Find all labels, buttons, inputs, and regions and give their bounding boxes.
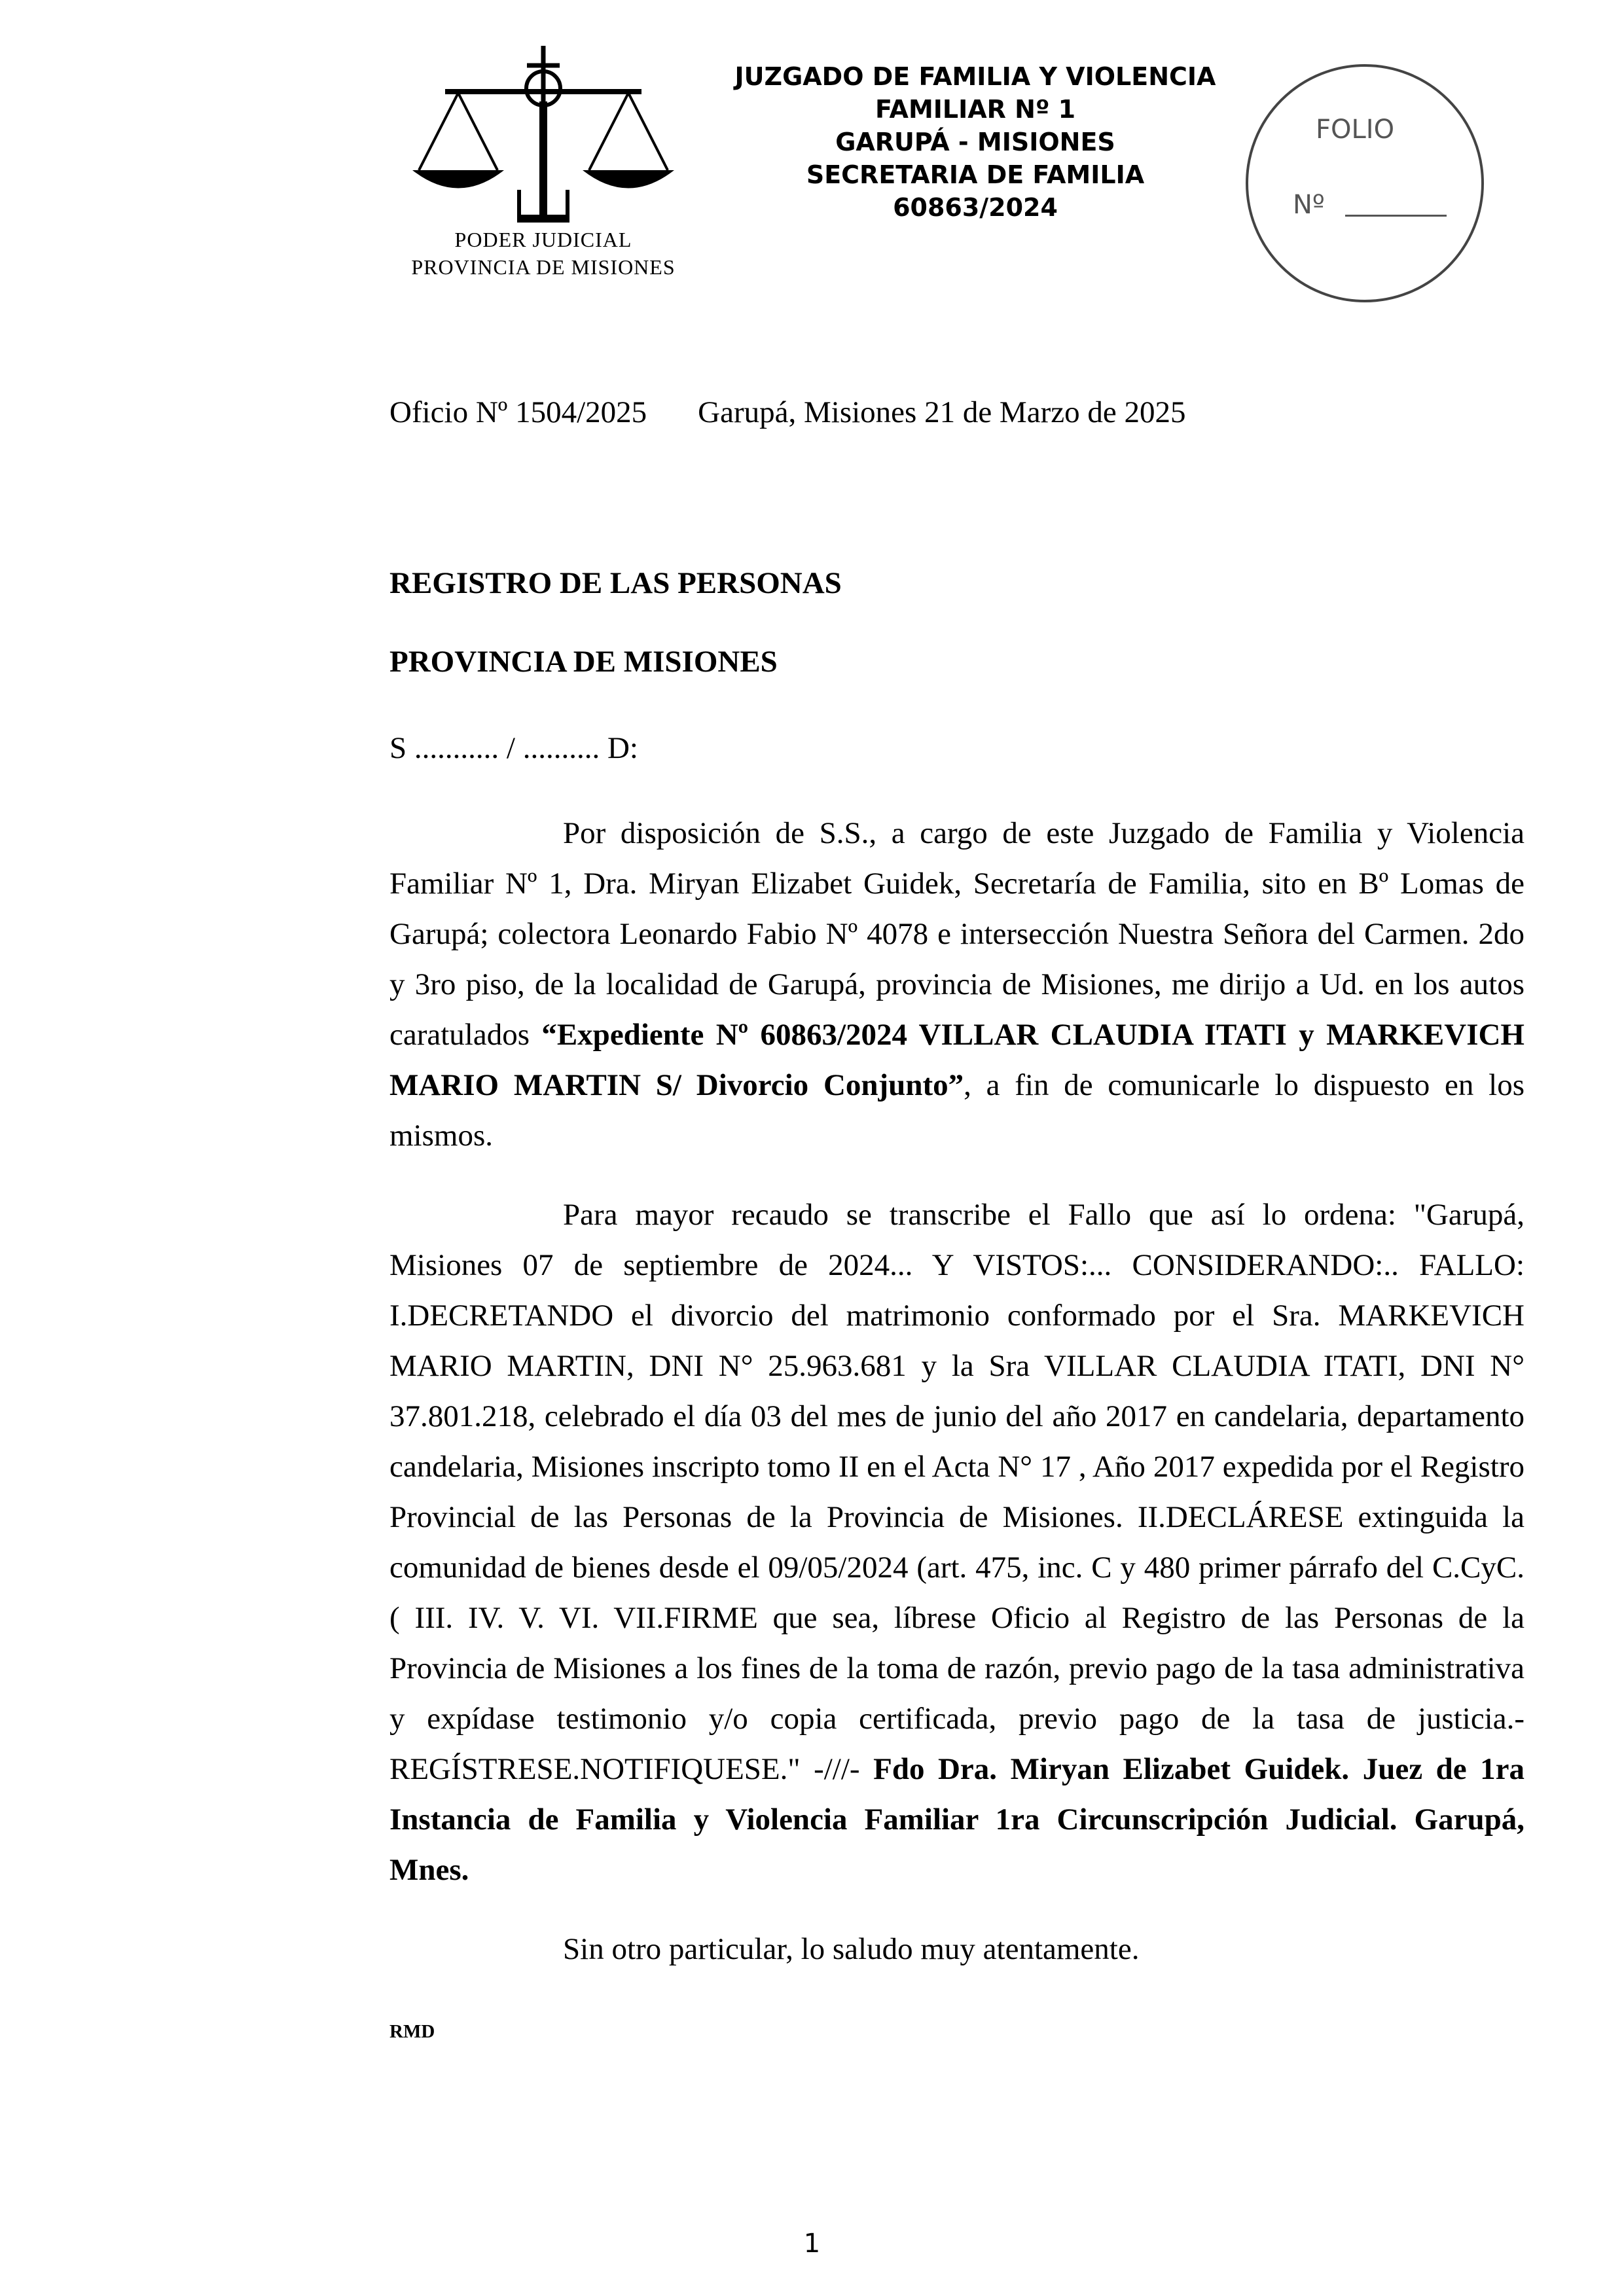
court-header-line: JUZGADO DE FAMILIA Y VIOLENCIA — [734, 62, 1216, 91]
folio-number-label: Nº — [1293, 190, 1325, 220]
para1-text-a: Por disposición de S.S., a cargo de este Juzgado de Familia y Violencia Familiar Nº 1, Dra. Miryan Elizabet Guidek, Secretaría de Familia, sito en Bº Lomas de Garupá; colectora Leonardo Fabio Nº 4078 e intersección Nuestra Señora del Carmen. 2do y 3ro piso, de la localidad de Garupá, provincia de Misiones, me dirijo a Ud. en los autos caratulados — [389, 816, 1525, 1052]
folio-number-blank — [1345, 215, 1447, 217]
oficio-number: Oficio Nº 1504/2025 — [389, 395, 647, 429]
body-paragraph-1 — [389, 808, 1525, 1161]
closing-line: Sin otro particular, lo saludo muy atentamente. — [563, 1932, 1140, 1966]
folio-label: FOLIO — [1316, 115, 1395, 145]
oficio-line — [389, 387, 1185, 437]
logo-caption — [393, 226, 694, 281]
logo-caption-line2: PROVINCIA DE MISIONES — [411, 255, 676, 279]
page-number: 1 — [803, 2229, 821, 2259]
judge-signature: Fdo Dra. Miryan Elizabet Guidek. Juez de 1ra Instancia de Familia y Violencia Familiar 1ra Circunscripción Judicial. Garupá, Mnes. — [389, 1752, 1525, 1887]
logo-caption-line1: PODER JUDICIAL — [454, 228, 632, 251]
folio-stamp-circle — [1244, 62, 1486, 304]
recipient-line-1: REGISTRO DE LAS PERSONAS — [389, 566, 842, 600]
case-caption: “Expediente Nº 60863/2024 VILLAR CLAUDIA ITATI y MARKEVICH MARIO MARTIN S/ Divorcio Conjunto” — [389, 1018, 1525, 1102]
body-paragraph-2 — [389, 1190, 1525, 1895]
initials: RMD — [389, 2021, 435, 2042]
salutation: S ........... / .......... D: — [389, 731, 638, 765]
court-header-line: FAMILIAR Nº 1 — [875, 95, 1076, 124]
ruling-transcription: Para mayor recaudo se transcribe el Fallo que así lo ordena: "Garupá, Misiones 07 de septiembre de 2024... Y VISTOS:... CONSIDERANDO:.. FALLO: I.DECRETANDO el divorcio del matrimonio conformado por el Sra. MARKEVICH MARIO MARTIN, DNI N° 25.963.681 y la Sra VILLAR CLAUDIA ITATI, DNI N° 37.801.218, celebrado el día 03 del mes de junio del año 2017 en candelaria, departamento candelaria, Misiones inscripto tomo II en el Acta N° 17 , Año 2017 expedida por el Registro Provincial de las Personas de la Provincia de Misiones. II.DECLÁRESE extinguida la comunidad de bienes desde el 09/05/2024 (art. 475, inc. C y 480 primer párrafo del C.CyC. ( III. IV. V. VI. VII.FIRME que sea, líbrese Oficio al Registro de las Personas de la Provincia de Misiones a los fines de la toma de razón, previo pago de la tasa administrativa y expídase testimonio y/o copia certificada, previo pago de la tasa de justicia.-REGÍSTRESE.NOTIFIQUESE." -///- — [389, 1198, 1525, 1786]
court-header — [694, 60, 1257, 224]
court-header-line: SECRETARIA DE FAMILIA — [806, 160, 1145, 189]
para1-text-b: , a fin de comunicarle lo dispuesto en los mismos. — [389, 1068, 1525, 1153]
place-date: Garupá, Misiones 21 de Marzo de 2025 — [698, 395, 1186, 429]
recipient-line-2: PROVINCIA DE MISIONES — [389, 645, 778, 679]
court-header-line: GARUPÁ - MISIONES — [835, 128, 1115, 156]
case-number: 60863/2024 — [893, 193, 1058, 222]
